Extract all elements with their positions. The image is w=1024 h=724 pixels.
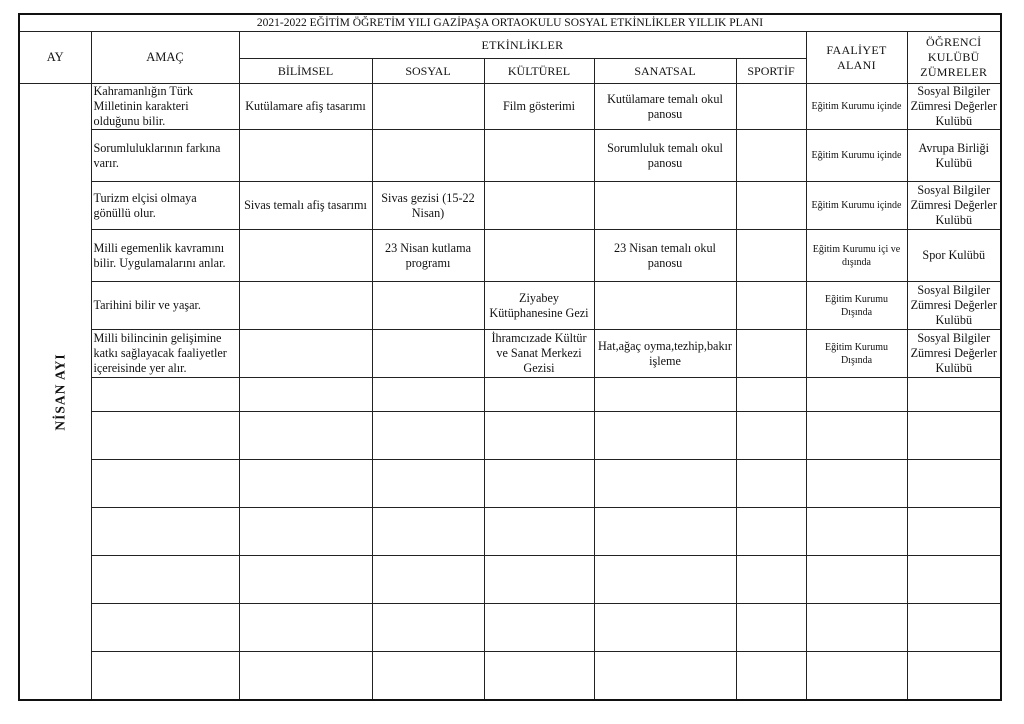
activity-area-cell: Eğitim Kurumu Dışında: [806, 282, 907, 330]
bilimsel-cell: [239, 330, 372, 378]
activity-area-cell: Eğitim Kurumu Dışında: [806, 330, 907, 378]
table-row: [19, 330, 1001, 378]
plan-title: 2021-2022 EĞİTİM ÖĞRETİM YILI GAZİPAŞA ORTAOKULU SOSYAL ETKİNLİKLER YILLIK PLANI: [19, 14, 1001, 32]
sportif-cell: [736, 230, 806, 282]
category-sportif: SPORTİF: [736, 59, 806, 84]
goal-cell: Kahramanlığın Türk Milletinin karakteri olduğunu bilir.: [91, 84, 239, 130]
bilimsel-cell: [239, 130, 372, 182]
sosyal-cell: [372, 330, 484, 378]
club-cell: Avrupa Birliği Kulübü: [907, 130, 1001, 182]
sanatsal-cell: Kutülamare temalı okul panosu: [594, 84, 736, 130]
table-row: [19, 230, 1001, 282]
sportif-cell: [736, 182, 806, 230]
kulturel-cell: Ziyabey Kütüphanesine Gezi: [484, 282, 594, 330]
header-ay: AY: [19, 32, 91, 84]
empty-row: [19, 508, 1001, 556]
sanatsal-cell: [594, 182, 736, 230]
sportif-cell: [736, 130, 806, 182]
bilimsel-cell: Kutülamare afiş tasarımı: [239, 84, 372, 130]
month-label: [19, 84, 91, 700]
sosyal-cell: 23 Nisan kutlama programı: [372, 230, 484, 282]
empty-row: [19, 460, 1001, 508]
club-cell: Sosyal Bilgiler Zümresi Değerler Kulübü: [907, 182, 1001, 230]
club-cell: Sosyal Bilgiler Zümresi Değerler Kulübü: [907, 84, 1001, 130]
sosyal-cell: [372, 84, 484, 130]
activity-area-cell: Eğitim Kurumu içinde: [806, 84, 907, 130]
empty-row: [19, 378, 1001, 412]
sosyal-cell: [372, 282, 484, 330]
goal-cell: Tarihini bilir ve yaşar.: [91, 282, 239, 330]
empty-row: [19, 556, 1001, 604]
table-row: [19, 282, 1001, 330]
activity-area-cell: Eğitim Kurumu içinde: [806, 182, 907, 230]
sanatsal-cell: 23 Nisan temalı okul panosu: [594, 230, 736, 282]
sosyal-cell: [372, 130, 484, 182]
club-cell: Sosyal Bilgiler Zümresi Değerler Kulübü: [907, 282, 1001, 330]
header-amac: AMAÇ: [91, 32, 239, 84]
table-row: [19, 84, 1001, 130]
goal-cell: Milli bilincinin gelişimine katkı sağlayacak faaliyetler içereisinde yer alır.: [91, 330, 239, 378]
sanatsal-cell: [594, 282, 736, 330]
header-etkinlikler: ETKİNLİKLER: [239, 32, 806, 59]
annual-plan-table: [18, 13, 1002, 701]
kulturel-cell: [484, 182, 594, 230]
category-sanatsal: SANATSAL: [594, 59, 736, 84]
activity-area-cell: Eğitim Kurumu içinde: [806, 130, 907, 182]
sanatsal-cell: Sorumluluk temalı okul panosu: [594, 130, 736, 182]
kulturel-cell: [484, 230, 594, 282]
sportif-cell: [736, 330, 806, 378]
empty-row: [19, 604, 1001, 652]
category-bilimsel: BİLİMSEL: [239, 59, 372, 84]
table-row: [19, 130, 1001, 182]
category-sosyal: SOSYAL: [372, 59, 484, 84]
kulturel-cell: [484, 130, 594, 182]
sportif-cell: [736, 282, 806, 330]
header-faaliyet-alani: FAALİYET ALANI: [806, 32, 907, 84]
header-ogrenci-kulubu: ÖĞRENCİ KULÜBÜ ZÜMRELER: [907, 32, 1001, 84]
kulturel-cell: İhramcızade Kültür ve Sanat Merkezi Gezisi: [484, 330, 594, 378]
empty-row: [19, 412, 1001, 460]
goal-cell: Sorumluluklarının farkına varır.: [91, 130, 239, 182]
bilimsel-cell: [239, 282, 372, 330]
sosyal-cell: Sivas gezisi (15-22 Nisan): [372, 182, 484, 230]
kulturel-cell: Film gösterimi: [484, 84, 594, 130]
category-kulturel: KÜLTÜREL: [484, 59, 594, 84]
empty-row: [19, 652, 1001, 700]
sportif-cell: [736, 84, 806, 130]
club-cell: Spor Kulübü: [907, 230, 1001, 282]
sanatsal-cell: Hat,ağaç oyma,tezhip,bakır işleme: [594, 330, 736, 378]
goal-cell: Milli egemenlik kavramını bilir. Uygulamalarını anlar.: [91, 230, 239, 282]
table-row: [19, 182, 1001, 230]
bilimsel-cell: Sivas temalı afiş tasarımı: [239, 182, 372, 230]
activity-area-cell: Eğitim Kurumu içi ve dışında: [806, 230, 907, 282]
goal-cell: Turizm elçisi olmaya gönüllü olur.: [91, 182, 239, 230]
club-cell: Sosyal Bilgiler Zümresi Değerler Kulübü: [907, 330, 1001, 378]
bilimsel-cell: [239, 230, 372, 282]
month-text: NİSAN AYI: [52, 352, 68, 431]
